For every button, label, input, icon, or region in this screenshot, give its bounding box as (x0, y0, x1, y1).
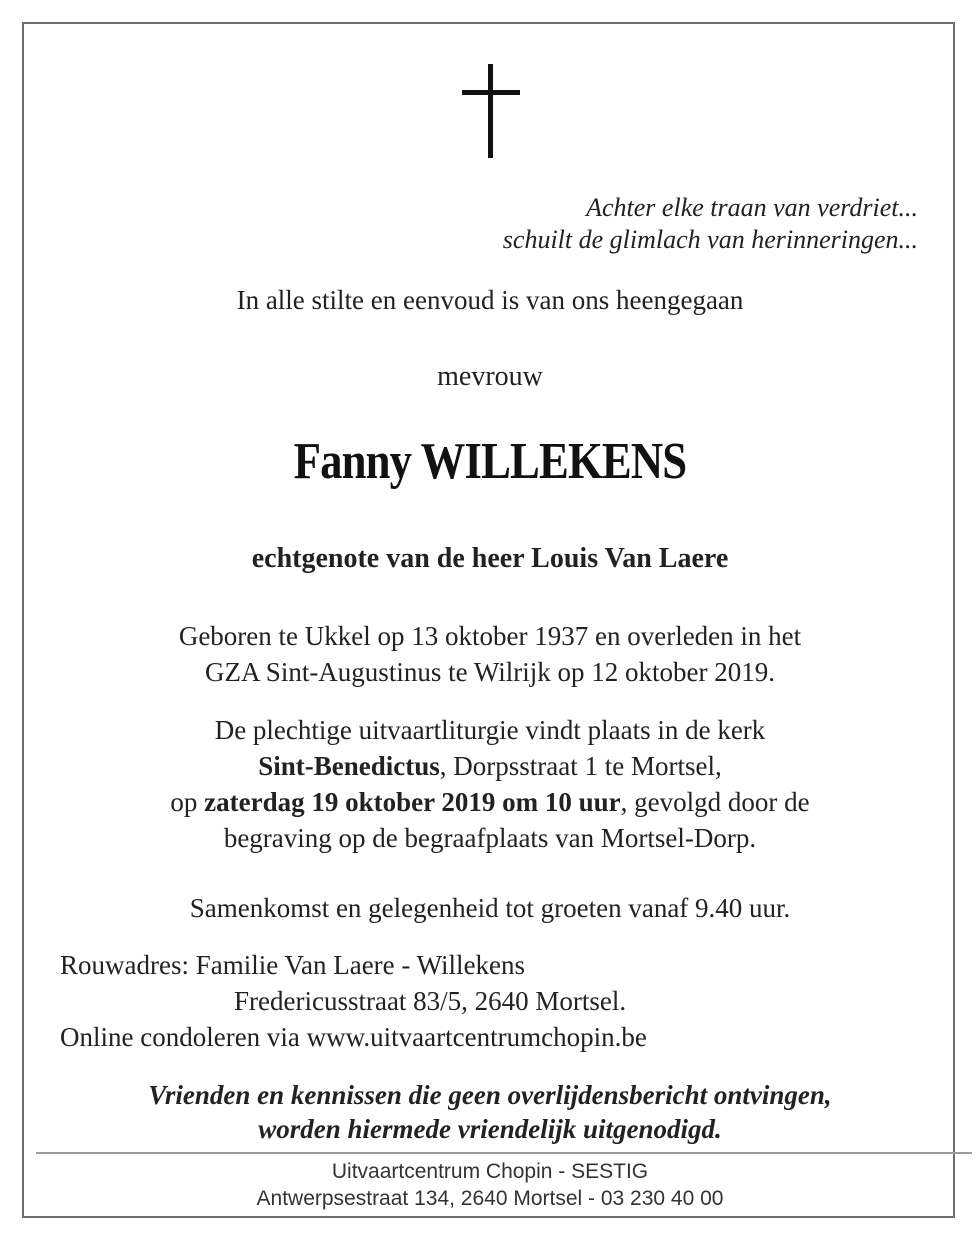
quote (503, 192, 918, 256)
service-line-1: De plechtige uitvaartliturgie vindt plaats in de kerk (214, 715, 766, 745)
birth-death-info (0, 618, 980, 690)
footer-line-1: Uitvaartcentrum Chopin - SESTIG (331, 1160, 649, 1183)
invitation-line-1: Vrienden en kennissen die geen overlijdensbericht ontvingen, (148, 1080, 832, 1110)
invitation-text (0, 1078, 980, 1146)
invitation-line-2: worden hiermede vriendelijk uitgenodigd. (258, 1114, 722, 1144)
service-line-2 (0, 748, 980, 784)
service-date: zaterdag 19 oktober 2019 om 10 uur (204, 787, 621, 817)
condolence-link-line: Online condoleren via www.uitvaartcentrumchopin.be (60, 1022, 647, 1052)
service-line-3-prefix: op (170, 787, 205, 817)
mourning-address (60, 947, 647, 1055)
funeral-home-footer (0, 1158, 980, 1212)
deceased-name: Fanny WILLEKENS (293, 433, 687, 490)
spouse-text: echtgenote van de heer Louis Van Laere (251, 543, 729, 574)
birth-line-1: Geboren te Ukkel op 13 oktober 1937 en overleden in het (178, 621, 802, 651)
service-line-3-suffix: , gevolgd door de (620, 787, 810, 817)
address-line-2: Fredericusstraat 83/5, 2640 Mortsel. (234, 986, 627, 1016)
cross-icon (462, 64, 520, 158)
quote-line-2: schuilt de glimlach van herinneringen... (502, 225, 918, 254)
church-name: Sint-Benedictus (258, 751, 440, 781)
service-line-3 (0, 784, 980, 820)
church-address: , Dorpsstraat 1 te Mortsel, (439, 751, 722, 781)
gathering-info: Samenkomst en gelegenheid tot groeten vanaf 9.40 uur. (189, 893, 791, 923)
address-line-1: Rouwadres: Familie Van Laere - Willekens (60, 950, 526, 980)
birth-line-2: GZA Sint-Augustinus te Wilrijk op 12 oktober 2019. (205, 657, 775, 687)
footer-divider (36, 1152, 972, 1154)
intro-text: In alle stilte en eenvoud is van ons heengegaan (236, 285, 744, 315)
service-line-4: begraving op de begraafplaats van Mortsel-Dorp. (223, 823, 757, 853)
footer-line-2: Antwerpsestraat 134, 2640 Mortsel - 03 230 40 00 (256, 1187, 724, 1210)
funeral-service-info (0, 712, 980, 856)
quote-line-1: Achter elke traan van verdriet... (586, 193, 918, 222)
honorific: mevrouw (437, 361, 543, 392)
